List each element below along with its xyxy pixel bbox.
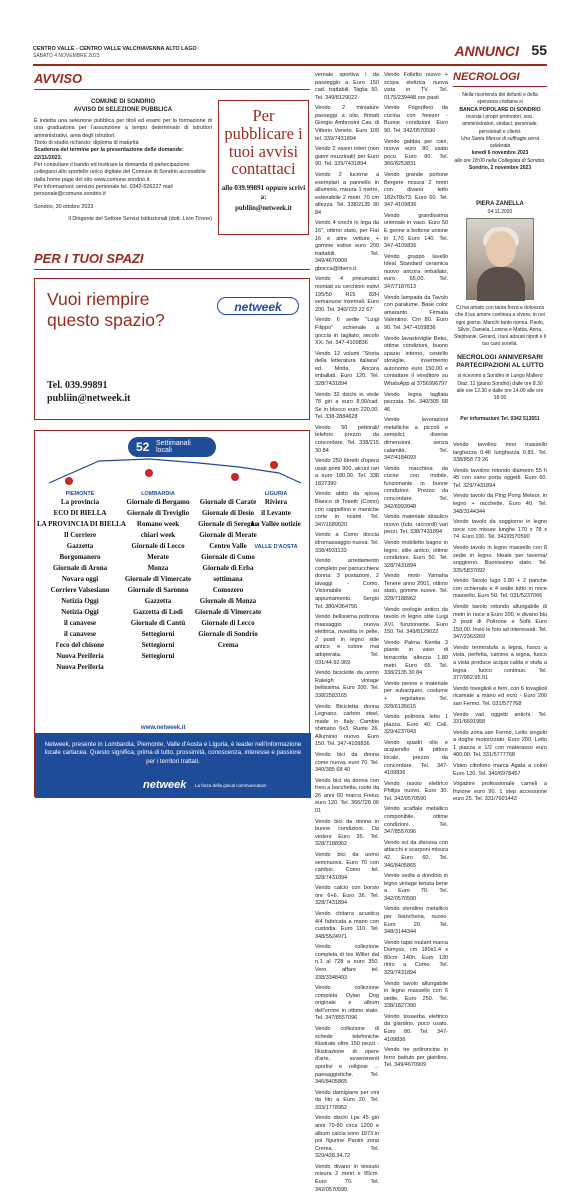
anniversary-notice xyxy=(453,354,547,402)
classified-ad: Vendo sci da discesa con attacchi e scarponi misura 42. Euro 60. Tel. 346/8405865 xyxy=(384,839,448,869)
publish-promo-box xyxy=(218,100,309,235)
classified-ad: Vendo 32 dischi in vinile 78 giri a euro 8,00/cad. Se in blocco euro 220,00. Tel. 338-2884628 xyxy=(315,391,379,421)
newspaper-logo: Giornale di Saronno xyxy=(127,586,189,594)
classified-ad: Vendo stendino metallico per biancheria, nuovo. Euro 20. Tel. 348/3144344 xyxy=(384,906,448,936)
newspaper-logo: Nuova Periferia xyxy=(56,652,104,660)
newspaper-logo: Giornale di Seregno xyxy=(198,520,258,528)
weeklies-label-1: Settimanali xyxy=(156,440,191,447)
classified-ad: Vendo 4 crochi in lega da 16", ottimo stato, per Fiat 16 e altre vetture + gomme estive euro 200 trattabili. Tel. 349/4670909 gbocca@libero.it xyxy=(315,220,379,272)
newspaper-logo: l'eco del chisone xyxy=(55,641,105,649)
classified-ad: Video cittofono marca Agata a colori Euro 120. Tel. 340/6978457 xyxy=(453,762,547,777)
classified-ad: Vendo bellissima poltrona massaggio nuova elettrica, rivestita in pelle, 2 posti in legno stile antico e colore mai adoperata. Tel. 031/44.92.969 xyxy=(315,614,379,666)
classified-ad: Vendo collezione completa Dylan Dog originale e album dell'orrore in ottimo stato. Tel. 347/8557096 xyxy=(315,985,379,1022)
newspaper-logo: Comozero xyxy=(212,586,244,594)
column-piemonte xyxy=(37,491,126,673)
classifieds-column-3 xyxy=(453,442,547,832)
avviso-title: AVVISO xyxy=(34,71,83,86)
classified-ad: Vendo collezione completa di tex Willer dal n.1 al 728 a euro 350. Vero affare tel. 338/3348493 xyxy=(315,944,379,981)
classified-ad: Vendo grande portone Bergere misura 2 metri con divano letto 182x78x73. Euro 60. Tel. 347-4109836 xyxy=(384,171,448,209)
region-valle-aosta: VALLE D'AOSTA xyxy=(254,544,298,550)
newspaper-logo: Notizia Oggi xyxy=(61,597,99,605)
classified-ad: Vendo tavolo da Ping Pong Meteor, in legno + racchette. Euro 40. Tel. 348/3144344 xyxy=(453,493,547,515)
newspaper-logo: Monza xyxy=(147,564,169,572)
avviso-body-1: È indetta una selezione pubblica per titoli ed esami per la formazione di una graduatoria per l'assunzione a tempo determinato di istruttori amministrativi, area degli istruttori. xyxy=(34,118,212,139)
classified-ad: Vogatore professionale cameli a frizione euro 90. 1 step accessione euro 25. Tel. 331/7601443 xyxy=(453,781,547,803)
necrologie-bank-notice xyxy=(453,92,547,172)
newspaper-logo: ECO DI BIELLA xyxy=(53,509,107,517)
newspaper-logo: La provincia xyxy=(60,498,100,506)
classified-ad: Vendo divano in tessuto misura 2 metri x 95cm. Euro 70. Tel. 342/0570590 xyxy=(315,1163,379,1193)
netweek-band xyxy=(35,733,311,798)
classified-ad: Vendo bici da donna con freni a bacchetta, ruote da 26 anni 60 marca Freius euro 120. Tel. 366/728 06 01 xyxy=(315,777,379,815)
classified-ad: Vendo termostufa a legna, fuoco a vista, perfetta, camino a legna, fuoco a vista produce acqua calda e stufa a legna fuoco continuo. Tel. 377/982.95.91 xyxy=(453,644,547,682)
list-piemonte xyxy=(37,497,126,673)
necrologie-time: alle ore 18:00 nella Collegiata di Sondrio. xyxy=(454,157,546,164)
classified-ad: Vendo tavolino rotondo diametro 55 h 45 con vano porta oggetti. Euro 60. Tel. 329/7431894 xyxy=(453,467,547,489)
header-date: SABATO 4 NOVEMBRE 2023 xyxy=(33,53,100,59)
classified-ad: Vendo macchina da cucire con mobile, funzionante in buone condizioni. Prezzo da concordare. Tel. 342/6993048 xyxy=(384,465,448,510)
classified-ad: Vendo 2 miniature passeggi a olio, firmati Giorgio Ambrosini Cav. di Vittorio Veneto. Euro 100 tel. 339/7431894 xyxy=(315,105,379,142)
classified-ad: Vendo sedia a dondolo in legno vintage tenuta bene a Euro 70. Tel. 342/0570590 xyxy=(384,873,448,902)
newspaper-logo: Romano week xyxy=(136,520,180,528)
classified-ad: Vendo tavolo da soggiorno in legno noce con misure lunghe 170 x 78 x 74. Euro 100. Tel. 342/0570590 xyxy=(453,519,547,541)
newspaper-logo: Crema xyxy=(217,641,239,649)
netweek-band-logo: netweek xyxy=(143,779,187,791)
newspaper-logo: Gazzetta xyxy=(144,597,172,605)
anniversary-body: si ricevono a Sondrio in Lungo Mallero Diaz, 11 (piano Sondrio) dalle ore 8.30 alle ore 12.30 e dalle ore 14.00 alle ore 18.00 xyxy=(456,373,544,401)
weeklies-label-2: locali xyxy=(156,447,172,454)
netweek-band-tagline: La forza della glocal communication xyxy=(195,783,267,788)
newspaper-logo: La Vallée notizie xyxy=(251,520,301,528)
newspaper-logo: Settegiorni xyxy=(141,652,175,660)
deceased-name: PIERA ZANELLA xyxy=(476,201,524,207)
classified-ad: Vendo collezione di schede telefoniche illustrate oltre 150 pezzi - Illustrazione di opere d'arte, avvenimenti sportivi e religiosi ... paesaggistiche. Tel. 346/8405865 xyxy=(315,1026,379,1086)
newspaper-logo: Corriere Valsesiano xyxy=(50,586,110,594)
classified-ad: Vendo scaffale metallico componibile, ottime condizioni. Tel. 347/8557096 xyxy=(384,806,448,836)
newspaper-logo: Nuova Periferia xyxy=(56,663,104,671)
classified-ad: Vendo lavorazioni metalliche a piccoli e semplici, diverse dimensioni, senza calamità. Tel. 347/4184093 xyxy=(384,417,448,462)
newspaper-logo: Notizia Oggi xyxy=(61,608,99,616)
newspaper-logo: Settegiorni xyxy=(141,641,175,649)
netweek-logo: netweek xyxy=(217,297,299,315)
classifieds-column-2 xyxy=(384,72,448,1069)
classified-ad: Vendo tosaerba elettrico da giardino, poco usato. Euro 80. Tel. 347-4109836 xyxy=(384,1013,448,1043)
classified-ad: Vendo tavolino moo massello larghezza 0.46 lunghezza 0.83. Tel. 338/858 73 26 xyxy=(453,442,547,464)
newspaper-logo: Giornale di Cantù xyxy=(130,619,186,627)
classified-ad: Vendo biciclette da uomo Raleigh vintage bellissima. Euro 200. Tel. 338/2583165 xyxy=(315,670,379,699)
classified-ad: Vendo arredamento completo per parrucchiere donna: 3 postazioni, 2 lavaggi - Como. Visionabile su appuntamento. Sergio Tel. 380/4364756 xyxy=(315,558,379,610)
newspaper-logo: Giornale di Vimercate xyxy=(124,575,192,583)
spazi-rule xyxy=(34,269,310,270)
classified-ad: Vendo Frigorifero da cucina con freezer - Buone condizioni Euro 90. Tel. 342/0570590 xyxy=(384,105,448,135)
classified-ad: Vendo 12 volumi "Storia della letteratura italiana" ed. Motta, Ancora imballati. Euro 120. Tel. 328/7431894 xyxy=(315,350,379,387)
newspaper-logo: Giornale di Como xyxy=(201,553,255,561)
avviso-body-3: Scadenza del termine per la presentazione delle domande: 22/11/2023. xyxy=(34,147,184,161)
ad-tel: Tel. 039.99891 xyxy=(47,380,108,391)
avviso-heading-2: AVVISO DI SELEZIONE PUBBLICA xyxy=(73,107,173,114)
necrologie-mass: Una Santa Messa di suffragio verrà celebrata xyxy=(460,135,540,150)
classified-ad: Vendo a Como doccia idromassaggio nuova. Tel. 338/4931133 xyxy=(315,532,379,554)
netweek-network-ad xyxy=(34,430,310,797)
newspaper-logo: il canavese xyxy=(63,619,97,627)
classified-ad: Vendo moto Yamaha Tenere anno 2001, ottimo stato, gomme nuove. Tel. 328/7188962 xyxy=(384,573,448,602)
ad-mail[interactable]: publiin@netweek.it xyxy=(47,393,131,404)
classified-ad: Vendo Bicicletta donna Legnano, carbon steel, made in Italy. Cambio shimano 6x3. Ruote 26. Alluminio nuovo. Euro 150. Tel. 347-4109836 xyxy=(315,703,379,748)
classified-ad: Vendo dischi Lps 45 giri anni 70-80 circa 1200 e album calcia sono 1973 in poi figurine Panini zona Crema. Tel. 329/428.34.72 xyxy=(315,1115,379,1160)
ad-space-box xyxy=(34,278,310,420)
classified-ad: Vendo 6 sedie "Luigi Filippo" schienale a goccia in tagliato, secolo XX. Tel. 347-4109836 xyxy=(315,317,379,347)
newspaper-logo: Giornale di Arona xyxy=(52,564,108,572)
column-liguria xyxy=(241,491,311,550)
classified-ad: Vendo bici da uomo seminuova. Euro 70 con cambio. Como tel. 328/7431894 xyxy=(315,851,379,881)
newspaper-logo: Giornale di Sondrio xyxy=(198,630,258,638)
newspaper-logo: Giornale di Bergamo xyxy=(126,498,190,506)
classified-ad: Vendo Folletto nuovo + scopa elettrica nuova vista in TV. Tel. 0175/239448 ore pasti xyxy=(384,72,448,101)
netweek-url[interactable]: www.netweek.it xyxy=(137,724,189,732)
newspaper-logo: Novara oggi xyxy=(61,575,99,583)
memory-text: Ci hai amato con tanta forza e dolcezza che il tuo amore continua a vivere, in noi ogni giorno. Manchi tanto nonna. Paolo, Silvio, Daniela, Lorena e Mattia, Anna, Stephanie, Gerard, i tuoi adorati nipoti e il tuo caro sorella. xyxy=(454,305,546,348)
classified-ad: Vendo rasoio elettrico Philips nuovo. Euro 30. Tel. 342/0570590 xyxy=(384,780,448,802)
necrologie-bank: BANCA POPOLARE DI SONDRIO xyxy=(459,106,541,113)
classified-ad: Vendo mobiletto bagno in legno, stile antico, ottime condizioni. Euro 50. Tel. 328/7431894 xyxy=(384,539,448,569)
weeklies-count: 52 xyxy=(136,440,150,454)
avviso-body-2: Titolo di studio richiesto: diploma di maturità xyxy=(34,140,139,147)
newspaper-logo: LA PROVINCIA DI BIELLA xyxy=(37,520,126,528)
newspaper-logo: Gazzetta xyxy=(66,542,94,550)
avviso-rule xyxy=(34,89,310,90)
spazi-title: PER I TUOI SPAZI xyxy=(34,251,144,266)
newspaper-logo: Giornale di Treviglio xyxy=(126,509,190,517)
page-header xyxy=(33,42,547,66)
classified-ad: Vendo poltrona letto 1 piazza. Euro 40. Cell. 329/4237043 xyxy=(384,714,448,736)
classified-ad: Vendo Palma Kentia 3 piante in vaso di terracotta altezza 1.80 metri. Euro 65. Tel. 338/2135 30 84 xyxy=(384,639,448,677)
classified-ad: Vendo toveglioli e ferri, con 6 tovaglioli ricamate a mano ed ecrù - Euro 200 san Fermo. Tel. 031/577768 xyxy=(453,685,547,707)
classified-ad: Vendo tavolo rotondo allungabile di metri in noce a Euro 200, e divano blu 2 posti di Poltrone e Sofà Euro 150,00. Invio le foto ad interessati. Tel. 347/2363269 xyxy=(453,603,547,641)
anniversary-heading: NECROLOGI ANNIVERSARI PARTECIPAZIONI AL LUTTO xyxy=(456,354,544,370)
classified-ad: Vendo 4 pneumatici montati su cerchioni estivi 195/50 R15 82H semanuovi invernali. Euro 200. Tel. 340/723 22 67 xyxy=(315,276,379,313)
classified-ad: Vendo tapis roulant marca Domyos, cm 180x1.4 x 80cm 140h. Euro 130 ritiro a Como. Tel. 329/7431894 xyxy=(384,939,448,977)
photo-face xyxy=(486,231,516,267)
classified-ad: Vendo lavastoviglie Beko, ottime condizioni, buono spazio interno, cestello stoviglie, insermento autonomo euro 150,00 e contattare il venditore su WhatsApp al 3756996797 xyxy=(384,335,448,387)
avviso-body-5: Per informazioni: servizio personale tel. 0342-526227 mail personale@comune.sondrio.it xyxy=(34,183,173,198)
newspaper-logo: Centro Valle xyxy=(209,542,247,550)
classified-ad: Vendo legna tagliata pezzata. Tel. 340/305 68 46 xyxy=(384,391,448,413)
necrologie-intro: Nella ricorrenza dei defunti e della speranza cristiana si xyxy=(462,92,538,106)
newspaper-logo: Il Corriere xyxy=(63,531,97,539)
list-liguria xyxy=(241,497,311,530)
regions-map-icon xyxy=(39,453,307,493)
newspaper-logo: Giornale di Vimercate xyxy=(194,608,262,616)
necrologie-date: lunedì 6 novembre 2023 xyxy=(471,150,529,157)
classified-ad: Vendo orologio antico da tavolo in legno stile Luigi XVI, funzionante. Euro 150. Tel. 349/8129022 xyxy=(384,606,448,636)
weeklies-label xyxy=(156,440,191,454)
classified-ad: Vendo Tavolo lugo 1.80 + 2 panche con schienale e 4 sedie tutto in noce massello. Euro 50. Tel. 031/5237066 xyxy=(453,578,547,600)
newspaper-logo: Giornale di Desio xyxy=(201,509,255,517)
publish-promo-tel: allo 039.99891 oppure scrivi a: xyxy=(221,184,306,201)
newspaper-logo: il Levante xyxy=(261,509,291,517)
publish-promo-text: Per pubblicare i tuoi avvisi contattaci xyxy=(224,106,303,179)
avviso-heading-1: COMUNE DI SONDRIO xyxy=(90,99,155,105)
classified-ad: Vendo chitarra acustica 4/4 fabricata a mano con custodia. Euro 110. Tel. 348/5524971 xyxy=(315,910,379,940)
necrologie-info: Per informazioni Tel. 0342 513551 xyxy=(460,416,540,422)
newspaper-logo: chiari week xyxy=(140,531,176,539)
newspaper-logo: Giornale di Lecco xyxy=(201,619,255,627)
classified-ad: Vendo zona san Fermo, Letto singolo a doghe motorizzato. Euro 200. Letto 1 piazza e 1/2 con materasso euro 400,00. Tel. 331/5777768 xyxy=(453,729,547,759)
classified-ad: Vendo abito da sposa Bianco di Tosetti (Como) con cappellino e maniche corte in ricami. Tel. 347/1689020 xyxy=(315,491,379,528)
region-lombardia: LOMBARDIA xyxy=(141,491,175,497)
deceased-photo xyxy=(466,218,534,300)
newspaper-logo: Giornale di Merate xyxy=(199,531,257,539)
newspaper-logo: Giornale di Monza xyxy=(199,597,257,605)
classified-ad: Vendo vari oggetti antichi. Tel. 331/6691958 xyxy=(453,711,547,726)
newspaper-logo: settimana xyxy=(213,575,243,583)
classified-ad: Vendo penne e materiale per subacqueo, costume + regolatore. Tel. 328/6135615 xyxy=(384,680,448,710)
avviso-signature: Il Dirigente del Settore Servizi Istituzionali (dott. Livio Tirone) xyxy=(68,215,212,222)
publish-promo-mail[interactable]: publiin@netweek.it xyxy=(235,204,292,212)
newspaper-logo: Giornale di Carate xyxy=(199,498,257,506)
newspaper-logo: Borgomanero xyxy=(59,553,101,561)
newspaper-logo: il canavese xyxy=(63,630,97,638)
classified-ad: Vendo tre poltroncine in ferro battuto per giardino. Tel. 349/4670909 xyxy=(384,1047,448,1069)
page-number: 55 xyxy=(531,42,547,58)
classified-ad: Vendo gabbia per cani, nuova euro 80 usato poco. Euro 80. Tel. 366/8253831 xyxy=(384,138,448,168)
classified-ad: Vendo bici da donna come nuova, euro 70. Tel. 340/385 68 40 xyxy=(315,751,379,774)
newspaper-logo: Merate xyxy=(147,553,169,561)
header-publication: CENTRO VALLE - CENTRO VALLE VALCHIAVENNA ALTO LAGO xyxy=(33,46,197,52)
classified-ad: Vendo quadri olio e acquerello di pittore locale, prezzo da concordare. Tel. 347-4109836 xyxy=(384,739,448,777)
classified-ad: Vendo 2 vasori interi (non giarni muzzinati) per Euro 90. Tel. 329/7431894 xyxy=(315,146,379,168)
necrologie-rule xyxy=(453,86,547,87)
classified-ad: Vendo calcio con borsio ore 6+6. Euro 36. Tel. 328/7431894 xyxy=(315,885,379,907)
region-liguria: LIGURIA xyxy=(264,491,288,497)
avviso-date: Sondrio, 30 ottobre 2023 xyxy=(34,204,94,211)
classified-ad: Vendo 2 lucerne a esemplari a pannello in alluminio, misura 1 metro, estensibile 2 metri. 70 cm altezza. Tel. 338/2135 30 84 xyxy=(315,171,379,216)
ad-question: Vuoi riempire questo spazio? xyxy=(47,289,165,330)
avviso-notice xyxy=(34,98,212,236)
newspaper-logo: Giornale di Erba xyxy=(202,564,254,572)
photo-body xyxy=(477,267,525,301)
classified-ad: Vendo tavolo allungabile in legno massello con 6 sedie. Euro 250. Tel. 338/1827390 xyxy=(384,980,448,1010)
deceased-date: 04.11.2020 xyxy=(487,209,513,215)
classified-ad: Vendo materiale idraulico nuovo (tubi, raccordi) vari pezzi. Tel. 338/7431894 xyxy=(384,514,448,536)
classifieds-column-1 xyxy=(315,72,379,1193)
header-section: ANNUNCI xyxy=(454,43,519,59)
newspaper-logo: Riviera xyxy=(264,498,288,506)
classified-ad: Vendo 50 pettorali/ telefoni prezzo da concordare. Tel. 338/215 30 84 xyxy=(315,424,379,454)
newspaper-logo: Giornale di Lecco xyxy=(131,542,185,550)
necrologie-intro-2: ricorda i propri promotori, soci, amministratori, sindaci, personale, pensionati e clienti. xyxy=(462,114,538,135)
classified-ad: Vendo lampada da Tavolo con paralume. Base color amaranto. Firmata Valentino. Cm 80. Euro 90. Tel. 347-4109836 xyxy=(384,294,448,331)
classified-ad: Vendo 250 libretti d'opera usati primi 900, alcuni rari a euro 180,00. Tel. 338 1827390 xyxy=(315,458,379,487)
classified-ad: vernale sportiva i da passeggio a Euro 150 cad. trattabili. Taglia 50. Tel. 349/8129022 xyxy=(315,72,379,101)
classified-ad: Vendo bici da donna in buone condizioni. Da vedere Euro 35. Tel. 328/7188962 xyxy=(315,818,379,848)
netweek-band-text: Netweek, presente in Lombardia, Piemonte, Valle d'Aosta e Liguria, è leader nell'informazione locale cartacea. Questo significa, prima di tutto, prossimità, conoscenza, interesse e passione per i territori trattati. xyxy=(44,741,302,765)
region-piemonte: PIEMONTE xyxy=(65,491,95,497)
necrologie-place-date: Sondrio, 2 novembre 2023 xyxy=(468,164,532,171)
classified-ad: Vendo tavolo in legno massello con 8 sedie in legno. Ideale per taverna/ soggiorno. Buonissimo stato. Tel. 335/5837092 xyxy=(453,544,547,574)
newspaper-logo: Settegiorni xyxy=(141,630,175,638)
classified-ad: Vendo grandissima orientale in vaso. Euro 50 E gonne a bottone unione in 1,70 Euro 140. Tel. 347-4109836 xyxy=(384,212,448,250)
necrologie-title: NECROLOGI xyxy=(453,71,520,83)
classified-ad: Vendo damigiane per vini da litri a Euro 20. Tel. 333/1778952 xyxy=(315,1089,379,1111)
avviso-body-4: Per consultare il bando ed inoltrare la domanda di partecipazione collegarsi allo sportello unico digitale del Comune di Sondrio accessibile dalla home page del sito www.comune.sondrio.it xyxy=(34,161,206,183)
ad-contacts xyxy=(47,379,130,405)
classified-ad: Vendo gruppo lavello Ideal Standard ceramica nuovo ancora imballato, euro 65,00. Tel. 347/7187613 xyxy=(384,253,448,291)
newspaper-logo: Gazzetta di Lodi xyxy=(133,608,183,616)
